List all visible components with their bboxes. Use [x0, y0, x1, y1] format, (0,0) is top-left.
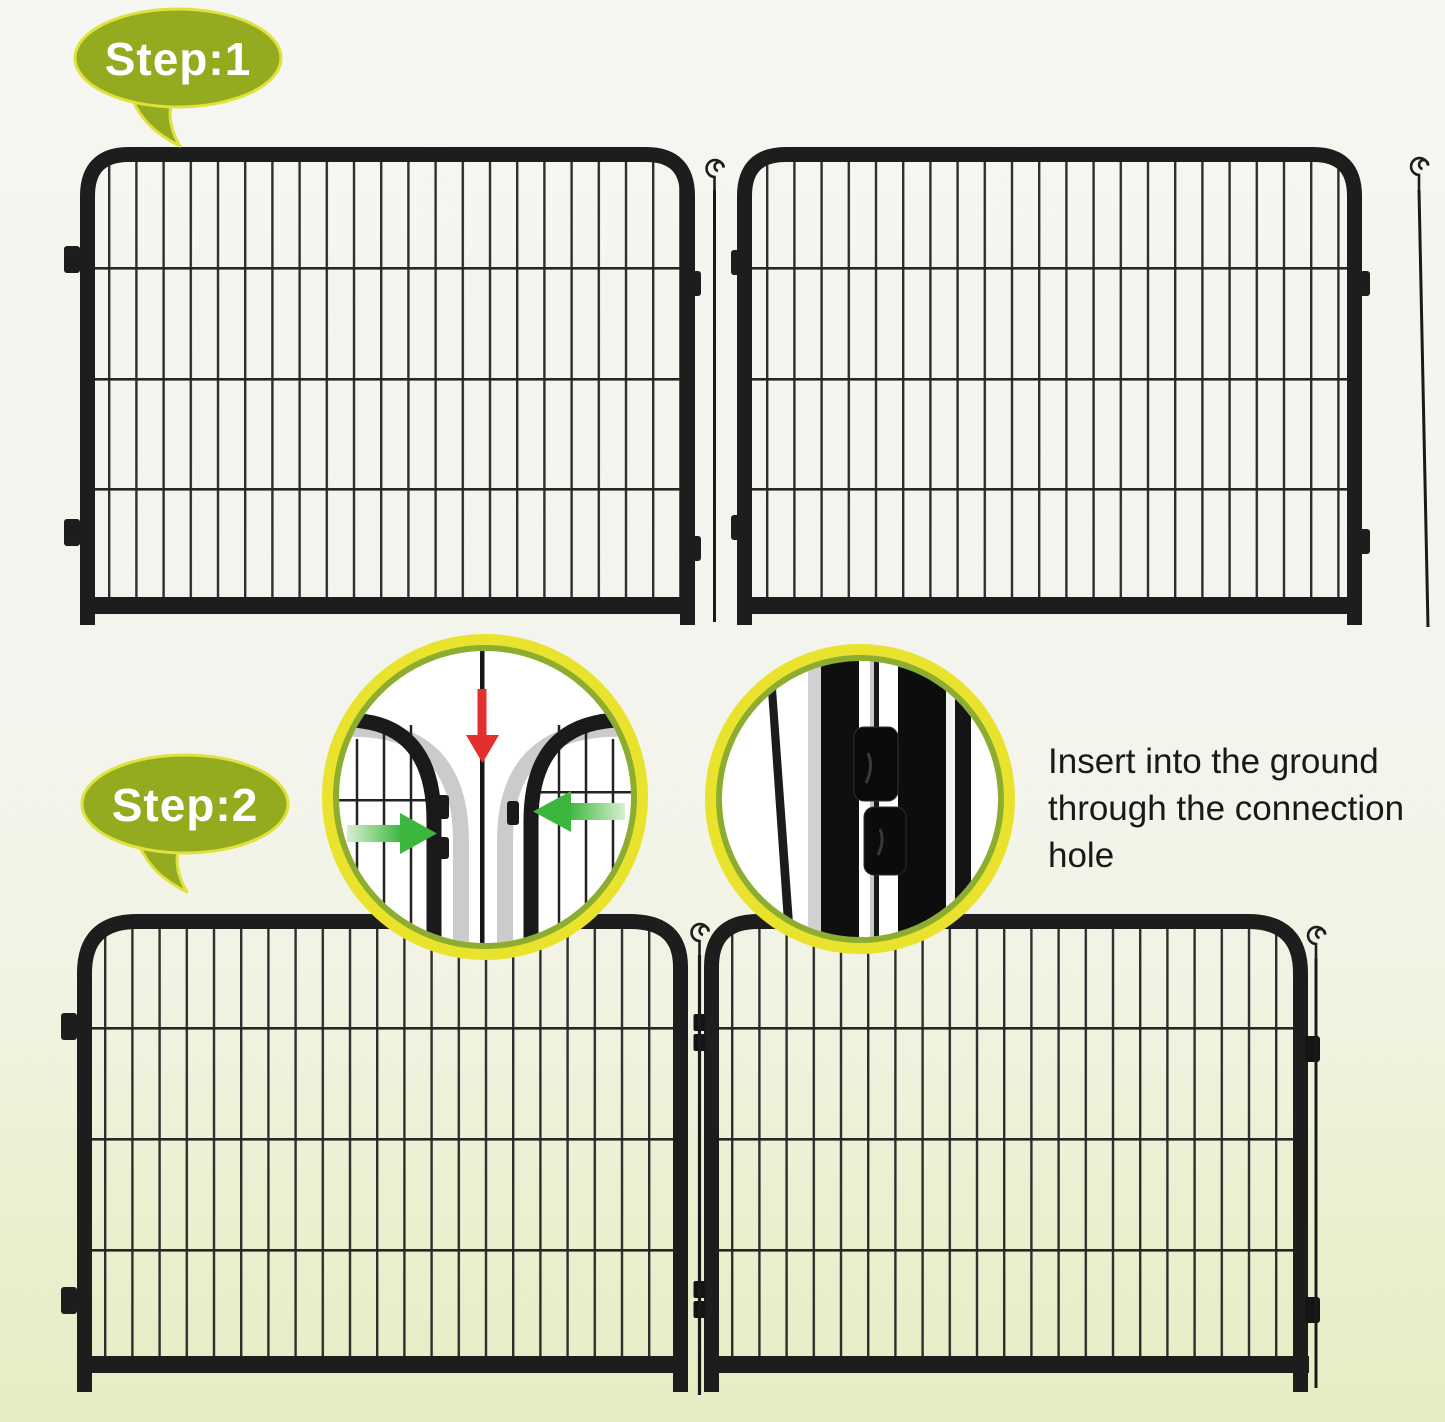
connector-rod-bottom-right: [1305, 927, 1325, 1388]
detail-inset-panel-alignment: [322, 634, 648, 960]
green-right-arrow-icon: [347, 813, 437, 854]
connection-tab: [61, 1013, 77, 1040]
step-1-bubble: [68, 6, 288, 156]
detail-inset-panel-alignment-content: [333, 645, 637, 949]
green-left-arrow-icon: [533, 791, 625, 832]
step-2-bubble: [75, 752, 295, 902]
connection-tab: [61, 1287, 77, 1314]
connection-tab: [507, 801, 519, 825]
hinge-sleeve: [854, 727, 898, 801]
detail-inset-connection-hole-content: [716, 655, 1004, 943]
connection-tab: [435, 795, 449, 819]
hinge-closeup-photo: [748, 661, 971, 937]
fence-panel-bottom-right: [705, 922, 1309, 1393]
red-down-arrow-icon: [466, 689, 499, 763]
hinge-sleeve: [864, 807, 906, 875]
detail-inset-connection-hole: [705, 644, 1015, 954]
fence-panel-bottom-left: [61, 922, 686, 1393]
annotation-text: Insert into the ground through the connection hole: [1048, 742, 1405, 875]
step-1-label: Step:1: [104, 33, 252, 85]
connection-tab: [437, 837, 449, 859]
step-2-label: Step:2: [111, 779, 259, 831]
